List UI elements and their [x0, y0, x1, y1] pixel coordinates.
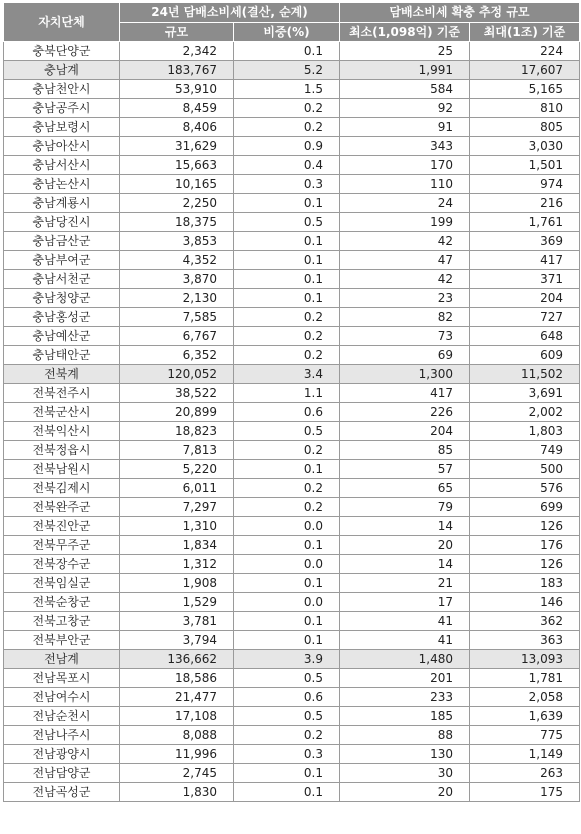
scale-cell: 3,781: [120, 612, 234, 631]
scale-cell: 1,908: [120, 574, 234, 593]
max-estimate-cell: 263: [470, 764, 580, 783]
region-cell: 전북전주시: [4, 384, 120, 403]
share-cell: 0.2: [234, 308, 340, 327]
min-estimate-cell: 185: [340, 707, 470, 726]
region-cell: 전북임실군: [4, 574, 120, 593]
table-row: [4, 232, 580, 251]
min-estimate-cell: 20: [340, 536, 470, 555]
region-cell: 충남보령시: [4, 118, 120, 137]
max-estimate-cell: 3,691: [470, 384, 580, 403]
subtotal-row: [4, 365, 580, 384]
table-row: [4, 764, 580, 783]
share-cell: 0.4: [234, 156, 340, 175]
scale-cell: 2,745: [120, 764, 234, 783]
region-cell: 전남계: [4, 650, 120, 669]
min-estimate-cell: 21: [340, 574, 470, 593]
max-estimate-cell: 216: [470, 194, 580, 213]
min-estimate-cell: 79: [340, 498, 470, 517]
region-cell: 충남서산시: [4, 156, 120, 175]
table-row: [4, 726, 580, 745]
max-estimate-cell: 500: [470, 460, 580, 479]
table-body: [4, 42, 580, 802]
min-estimate-cell: 417: [340, 384, 470, 403]
min-estimate-cell: 85: [340, 441, 470, 460]
share-cell: 0.5: [234, 213, 340, 232]
scale-cell: 136,662: [120, 650, 234, 669]
region-cell: 충남계룡시: [4, 194, 120, 213]
table-row: [4, 156, 580, 175]
min-estimate-cell: 82: [340, 308, 470, 327]
scale-cell: 3,870: [120, 270, 234, 289]
scale-cell: 15,663: [120, 156, 234, 175]
max-estimate-cell: 648: [470, 327, 580, 346]
scale-cell: 38,522: [120, 384, 234, 403]
min-estimate-cell: 24: [340, 194, 470, 213]
min-estimate-cell: 92: [340, 99, 470, 118]
header-group-tax-2024: 24년 담배소비세(결산, 순계): [120, 3, 340, 23]
region-cell: 충남홍성군: [4, 308, 120, 327]
share-cell: 1.1: [234, 384, 340, 403]
share-cell: 0.5: [234, 707, 340, 726]
region-cell: 충남공주시: [4, 99, 120, 118]
min-estimate-cell: 1,480: [340, 650, 470, 669]
scale-cell: 53,910: [120, 80, 234, 99]
max-estimate-cell: 3,030: [470, 137, 580, 156]
table-row: [4, 80, 580, 99]
max-estimate-cell: 1,149: [470, 745, 580, 764]
region-cell: 전북남원시: [4, 460, 120, 479]
header-share: 비중(%): [234, 23, 340, 42]
scale-cell: 1,529: [120, 593, 234, 612]
scale-cell: 3,794: [120, 631, 234, 650]
table-row: [4, 707, 580, 726]
scale-cell: 31,629: [120, 137, 234, 156]
max-estimate-cell: 775: [470, 726, 580, 745]
share-cell: 0.1: [234, 460, 340, 479]
table-row: [4, 118, 580, 137]
max-estimate-cell: 146: [470, 593, 580, 612]
region-cell: 충남아산시: [4, 137, 120, 156]
region-cell: 전북부안군: [4, 631, 120, 650]
region-cell: 전북김제시: [4, 479, 120, 498]
table-row: [4, 745, 580, 764]
max-estimate-cell: 362: [470, 612, 580, 631]
table-row: [4, 346, 580, 365]
share-cell: 0.0: [234, 593, 340, 612]
scale-cell: 7,297: [120, 498, 234, 517]
share-cell: 0.5: [234, 422, 340, 441]
share-cell: 3.4: [234, 365, 340, 384]
max-estimate-cell: 1,761: [470, 213, 580, 232]
share-cell: 0.2: [234, 498, 340, 517]
table-row: [4, 460, 580, 479]
subtotal-row: [4, 650, 580, 669]
region-cell: 전남목포시: [4, 669, 120, 688]
region-cell: 충남당진시: [4, 213, 120, 232]
share-cell: 0.2: [234, 346, 340, 365]
min-estimate-cell: 65: [340, 479, 470, 498]
region-cell: 충남서천군: [4, 270, 120, 289]
share-cell: 5.2: [234, 61, 340, 80]
table-row: [4, 517, 580, 536]
share-cell: 0.1: [234, 631, 340, 650]
max-estimate-cell: 5,165: [470, 80, 580, 99]
scale-cell: 2,342: [120, 42, 234, 61]
region-cell: 전남나주시: [4, 726, 120, 745]
max-estimate-cell: 576: [470, 479, 580, 498]
min-estimate-cell: 88: [340, 726, 470, 745]
scale-cell: 21,477: [120, 688, 234, 707]
scale-cell: 3,853: [120, 232, 234, 251]
max-estimate-cell: 749: [470, 441, 580, 460]
table-row: [4, 631, 580, 650]
share-cell: 0.1: [234, 783, 340, 802]
scale-cell: 2,250: [120, 194, 234, 213]
min-estimate-cell: 130: [340, 745, 470, 764]
share-cell: 0.6: [234, 688, 340, 707]
min-estimate-cell: 226: [340, 403, 470, 422]
share-cell: 0.1: [234, 574, 340, 593]
share-cell: 0.3: [234, 175, 340, 194]
share-cell: 0.1: [234, 270, 340, 289]
table-row: [4, 403, 580, 422]
table-row: [4, 688, 580, 707]
scale-cell: 1,834: [120, 536, 234, 555]
share-cell: 3.9: [234, 650, 340, 669]
header-max: 최대(1조) 기준: [470, 23, 580, 42]
scale-cell: 7,813: [120, 441, 234, 460]
min-estimate-cell: 41: [340, 612, 470, 631]
share-cell: 0.1: [234, 612, 340, 631]
min-estimate-cell: 20: [340, 783, 470, 802]
table-row: [4, 422, 580, 441]
min-estimate-cell: 23: [340, 289, 470, 308]
max-estimate-cell: 13,093: [470, 650, 580, 669]
scale-cell: 8,459: [120, 99, 234, 118]
max-estimate-cell: 1,639: [470, 707, 580, 726]
max-estimate-cell: 183: [470, 574, 580, 593]
region-cell: 충남태안군: [4, 346, 120, 365]
header-row-top: [4, 3, 580, 23]
region-cell: 전남곡성군: [4, 783, 120, 802]
table-row: [4, 251, 580, 270]
region-cell: 전북완주군: [4, 498, 120, 517]
min-estimate-cell: 42: [340, 232, 470, 251]
table-row: [4, 498, 580, 517]
max-estimate-cell: 224: [470, 42, 580, 61]
min-estimate-cell: 25: [340, 42, 470, 61]
region-cell: 충남부여군: [4, 251, 120, 270]
share-cell: 0.6: [234, 403, 340, 422]
min-estimate-cell: 47: [340, 251, 470, 270]
share-cell: 0.2: [234, 118, 340, 137]
max-estimate-cell: 176: [470, 536, 580, 555]
region-cell: 전북익산시: [4, 422, 120, 441]
scale-cell: 4,352: [120, 251, 234, 270]
table-row: [4, 289, 580, 308]
share-cell: 0.1: [234, 289, 340, 308]
min-estimate-cell: 91: [340, 118, 470, 137]
scale-cell: 1,830: [120, 783, 234, 802]
table-container: [3, 2, 580, 802]
scale-cell: 8,088: [120, 726, 234, 745]
region-cell: 전북장수군: [4, 555, 120, 574]
min-estimate-cell: 1,300: [340, 365, 470, 384]
max-estimate-cell: 1,803: [470, 422, 580, 441]
share-cell: 0.1: [234, 232, 340, 251]
subtotal-row: [4, 61, 580, 80]
min-estimate-cell: 201: [340, 669, 470, 688]
min-estimate-cell: 170: [340, 156, 470, 175]
min-estimate-cell: 204: [340, 422, 470, 441]
max-estimate-cell: 371: [470, 270, 580, 289]
min-estimate-cell: 69: [340, 346, 470, 365]
scale-cell: 17,108: [120, 707, 234, 726]
table-row: [4, 669, 580, 688]
max-estimate-cell: 17,607: [470, 61, 580, 80]
header-region: 자치단체: [4, 3, 120, 42]
share-cell: 0.2: [234, 99, 340, 118]
table-row: [4, 194, 580, 213]
table-row: [4, 384, 580, 403]
region-cell: 전북정읍시: [4, 441, 120, 460]
scale-cell: 5,220: [120, 460, 234, 479]
max-estimate-cell: 805: [470, 118, 580, 137]
table-row: [4, 270, 580, 289]
region-cell: 전북고창군: [4, 612, 120, 631]
table-row: [4, 42, 580, 61]
region-cell: 전남순천시: [4, 707, 120, 726]
table-row: [4, 783, 580, 802]
share-cell: 0.1: [234, 764, 340, 783]
table-row: [4, 574, 580, 593]
table-row: [4, 441, 580, 460]
scale-cell: 183,767: [120, 61, 234, 80]
max-estimate-cell: 126: [470, 517, 580, 536]
table-row: [4, 137, 580, 156]
header-min: 최소(1,098억) 기준: [340, 23, 470, 42]
share-cell: 0.1: [234, 194, 340, 213]
max-estimate-cell: 204: [470, 289, 580, 308]
table-row: [4, 213, 580, 232]
min-estimate-cell: 584: [340, 80, 470, 99]
table-row: [4, 536, 580, 555]
region-cell: 충남예산군: [4, 327, 120, 346]
min-estimate-cell: 199: [340, 213, 470, 232]
share-cell: 0.2: [234, 479, 340, 498]
min-estimate-cell: 14: [340, 555, 470, 574]
scale-cell: 10,165: [120, 175, 234, 194]
max-estimate-cell: 1,501: [470, 156, 580, 175]
share-cell: 0.0: [234, 517, 340, 536]
region-cell: 충남논산시: [4, 175, 120, 194]
max-estimate-cell: 175: [470, 783, 580, 802]
share-cell: 0.9: [234, 137, 340, 156]
region-cell: 충북단양군: [4, 42, 120, 61]
max-estimate-cell: 2,058: [470, 688, 580, 707]
share-cell: 0.1: [234, 251, 340, 270]
region-cell: 전남광양시: [4, 745, 120, 764]
max-estimate-cell: 369: [470, 232, 580, 251]
scale-cell: 11,996: [120, 745, 234, 764]
region-cell: 충남계: [4, 61, 120, 80]
scale-cell: 7,585: [120, 308, 234, 327]
scale-cell: 20,899: [120, 403, 234, 422]
table-row: [4, 593, 580, 612]
scale-cell: 120,052: [120, 365, 234, 384]
region-cell: 전북순창군: [4, 593, 120, 612]
max-estimate-cell: 363: [470, 631, 580, 650]
max-estimate-cell: 810: [470, 99, 580, 118]
share-cell: 0.1: [234, 42, 340, 61]
max-estimate-cell: 1,781: [470, 669, 580, 688]
share-cell: 0.0: [234, 555, 340, 574]
region-cell: 전북무주군: [4, 536, 120, 555]
scale-cell: 2,130: [120, 289, 234, 308]
min-estimate-cell: 41: [340, 631, 470, 650]
min-estimate-cell: 110: [340, 175, 470, 194]
share-cell: 0.1: [234, 536, 340, 555]
min-estimate-cell: 233: [340, 688, 470, 707]
table-row: [4, 612, 580, 631]
table-row: [4, 327, 580, 346]
max-estimate-cell: 609: [470, 346, 580, 365]
scale-cell: 6,011: [120, 479, 234, 498]
min-estimate-cell: 73: [340, 327, 470, 346]
min-estimate-cell: 343: [340, 137, 470, 156]
scale-cell: 8,406: [120, 118, 234, 137]
scale-cell: 18,375: [120, 213, 234, 232]
scale-cell: 1,312: [120, 555, 234, 574]
region-cell: 충남청양군: [4, 289, 120, 308]
max-estimate-cell: 417: [470, 251, 580, 270]
table-row: [4, 99, 580, 118]
max-estimate-cell: 126: [470, 555, 580, 574]
region-cell: 충남천안시: [4, 80, 120, 99]
table-header: [4, 3, 580, 42]
share-cell: 1.5: [234, 80, 340, 99]
min-estimate-cell: 57: [340, 460, 470, 479]
table-row: [4, 175, 580, 194]
min-estimate-cell: 42: [340, 270, 470, 289]
share-cell: 0.2: [234, 726, 340, 745]
region-cell: 전남여수시: [4, 688, 120, 707]
share-cell: 0.2: [234, 441, 340, 460]
scale-cell: 18,586: [120, 669, 234, 688]
share-cell: 0.2: [234, 327, 340, 346]
max-estimate-cell: 699: [470, 498, 580, 517]
scale-cell: 18,823: [120, 422, 234, 441]
scale-cell: 6,352: [120, 346, 234, 365]
share-cell: 0.3: [234, 745, 340, 764]
scale-cell: 1,310: [120, 517, 234, 536]
max-estimate-cell: 974: [470, 175, 580, 194]
region-cell: 전남담양군: [4, 764, 120, 783]
max-estimate-cell: 727: [470, 308, 580, 327]
header-scale: 규모: [120, 23, 234, 42]
region-cell: 전북진안군: [4, 517, 120, 536]
table-row: [4, 479, 580, 498]
tobacco-tax-table: [3, 2, 580, 802]
region-cell: 충남금산군: [4, 232, 120, 251]
scale-cell: 6,767: [120, 327, 234, 346]
region-cell: 전북계: [4, 365, 120, 384]
header-group-estimate: 담배소비세 확충 추정 규모: [340, 3, 580, 23]
table-row: [4, 308, 580, 327]
min-estimate-cell: 17: [340, 593, 470, 612]
table-row: [4, 555, 580, 574]
share-cell: 0.5: [234, 669, 340, 688]
min-estimate-cell: 1,991: [340, 61, 470, 80]
min-estimate-cell: 14: [340, 517, 470, 536]
max-estimate-cell: 2,002: [470, 403, 580, 422]
region-cell: 전북군산시: [4, 403, 120, 422]
min-estimate-cell: 30: [340, 764, 470, 783]
max-estimate-cell: 11,502: [470, 365, 580, 384]
